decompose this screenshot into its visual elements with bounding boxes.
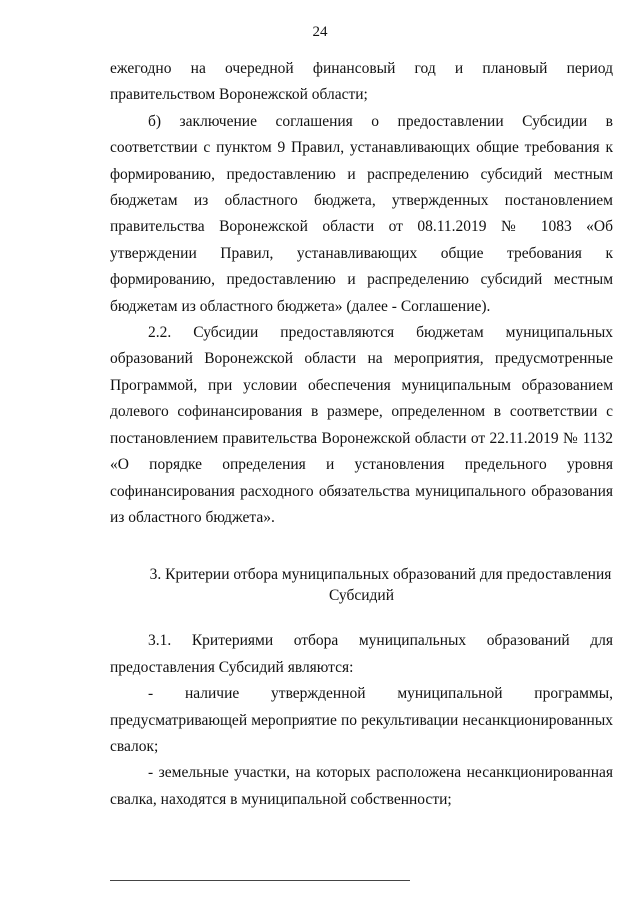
paragraph-continuation: ежегодно на очередной финансовый год и плановый период правительством Воронежской области; (110, 60, 613, 104)
page-number: 24 (312, 24, 328, 40)
list-item-land: - земельные участки, на которых расположена несанкционированная свалка, находятся в муниципальной собственности; (110, 764, 613, 808)
footer-divider (110, 880, 410, 881)
section-title (110, 564, 613, 606)
paragraph-2-2: 2.2. Субсидии предоставляются бюджетам муниципальных образований Воронежской области на мероприятия, предусмотренные Программой, при условии обеспечения муниципальным образованием долевого софинансирования в размере, определенном в соответствии с постановлением правительства Воронежской области от 22.11.2019 № 1132 «О порядке определения и установления предельного уровня софинансирования расходного обязательства муниципального образования из областного бюджета». (110, 324, 613, 526)
document-body (110, 56, 613, 813)
paragraph-3-1: 3.1. Критериями отбора муниципальных образований для предоставления Субсидий являются: (110, 632, 613, 676)
section-title-line2: Субсидий (328, 587, 395, 605)
spacer (110, 606, 613, 628)
paragraph-agreement: б) заключение соглашения о предоставлении Субсидии в соответствии с пунктом 9 Правил, устанавливающих общие требования к формированию, предоставлению и распределению субсидий местным бюджетам из областного бюджета, утвержденных постановлением правительства Воронежской области от 08.11.2019 № 1083 «Об утверждении Правил, устанавливающих общие требования к формированию, предоставлению и распределению субсидий местным бюджетам из областного бюджета» (далее - Соглашение). (110, 112, 613, 315)
section-title-line1: 3. Критерии отбора муниципальных образований для предоставления (149, 566, 612, 584)
list-item-program: - наличие утвержденной муниципальной программы, предусматривающей мероприятие по рекультивации несанкционированных свалок; (110, 685, 613, 755)
spacer (110, 531, 613, 564)
